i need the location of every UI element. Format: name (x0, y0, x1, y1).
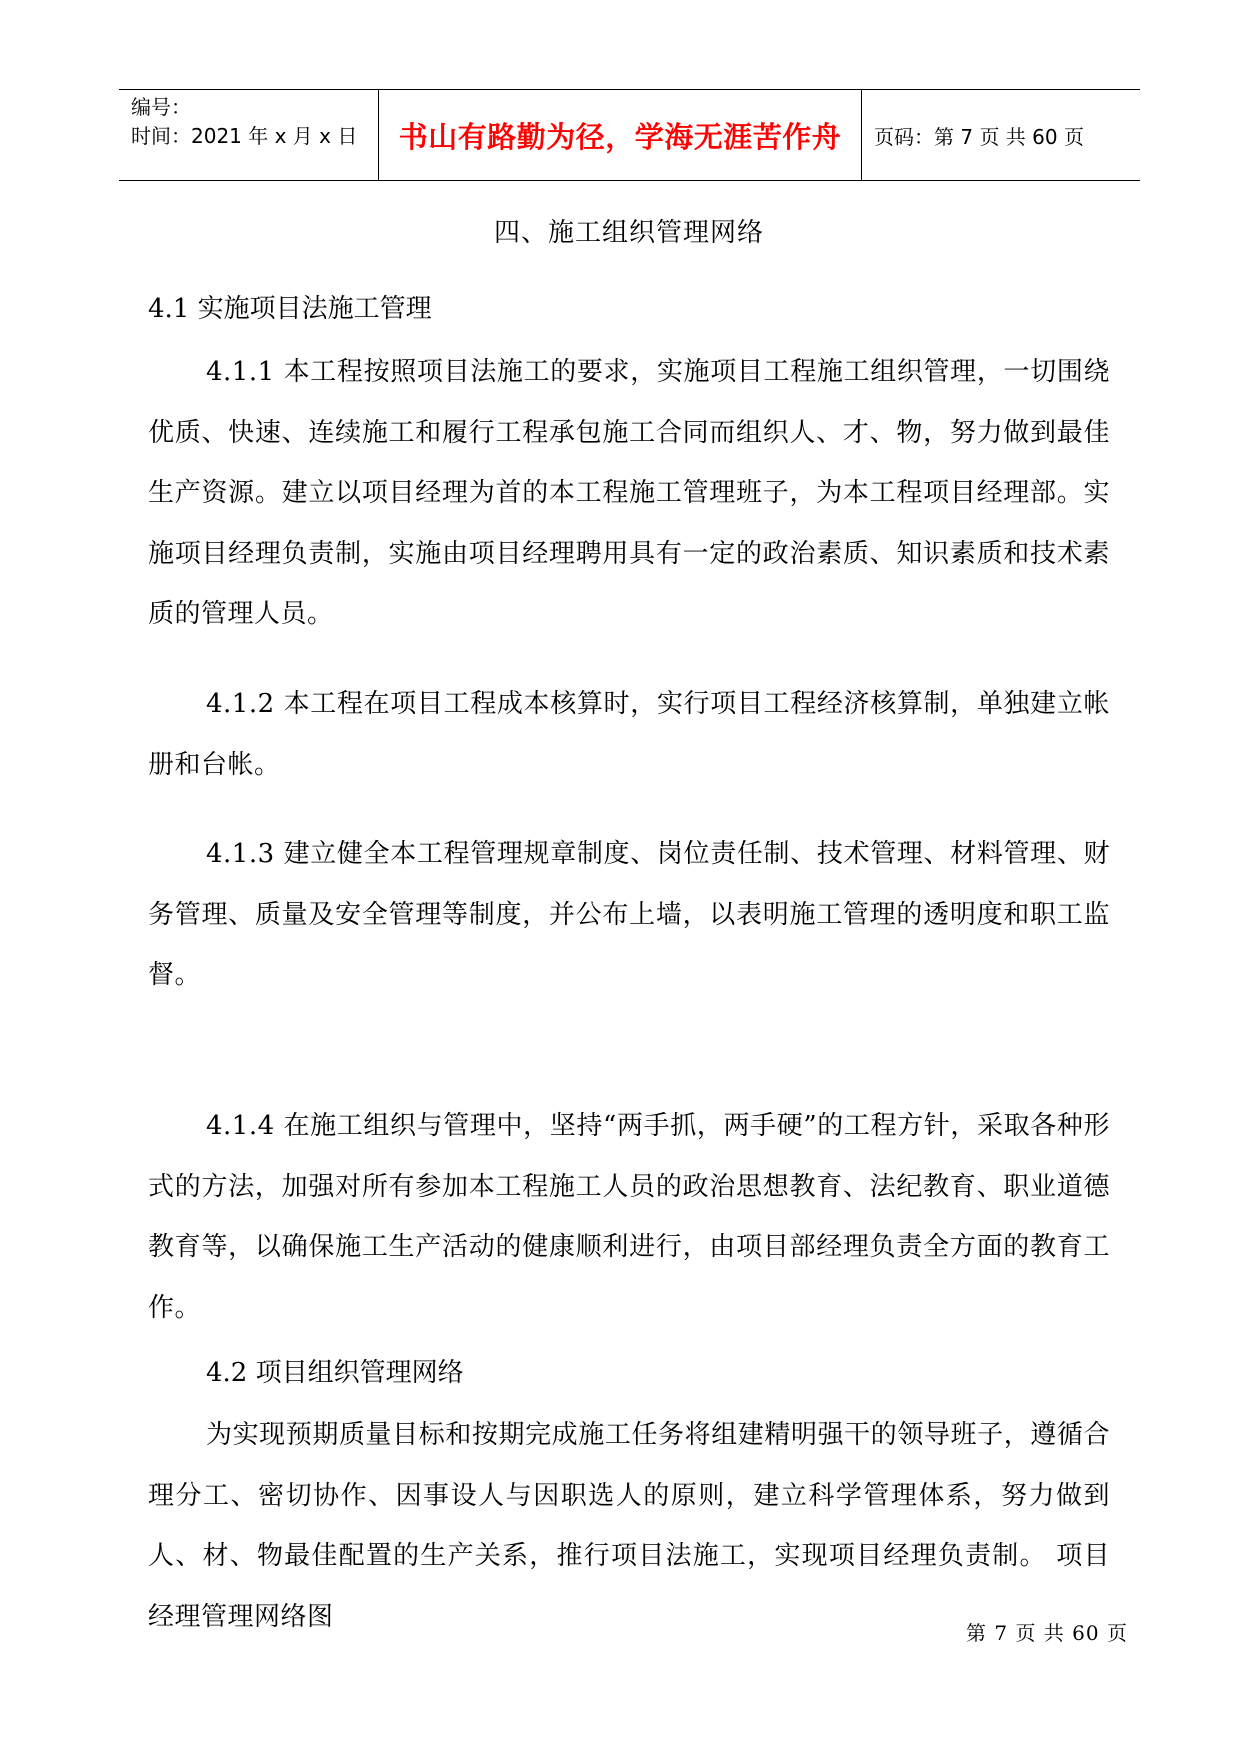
header-page-cell (862, 90, 1140, 180)
document-time-label: 时间：2021 年 x 月 x 日 (131, 124, 358, 148)
header-motto: 书山有路勤为径，学海无涯苦作舟 (398, 119, 842, 154)
section-title-4-2: 4.2 项目组织管理网络 (206, 1358, 464, 1388)
header-table (119, 89, 1140, 181)
paragraph-4-1-4: 4.1.4 在施工组织与管理中，坚持“两手抓，两手硬”的工程方针，采取各种形式的方法，加强对所有参加本工程施工人员的政治思想教育、法纪教育、职业道德教育等，以确保施工生产活动的健康顺利进行，由项目部经理负责全方面的教育工作。 (148, 1111, 1110, 1323)
paragraph-4-1-2: 4.1.2 本工程在项目工程成本核算时，实行项目工程经济核算制，单独建立帐册和台帐。 (148, 689, 1110, 780)
document-number-label: 编号： (131, 95, 191, 119)
chapter-heading: 四、施工组织管理网络 (493, 218, 764, 248)
page-footer: 第 7 页 共 60 页 (966, 1621, 1128, 1645)
paragraph-4-2: 为实现预期质量目标和按期完成施工任务将组建精明强干的领导班子，遵循合理分工、密切协作、因事设人与因职选人的原则，建立科学管理体系，努力做到人、材、物最佳配置的生产关系，推行项目法施工，实现项目经理负责制。 项目经理管理网络图 (148, 1420, 1110, 1632)
paragraph-4-1-1: 4.1.1 本工程按照项目法施工的要求，实施项目工程施工组织管理，一切围绕优质、快速、连续施工和履行工程承包施工合同而组织人、才、物，努力做到最佳生产资源。建立以项目经理为首的本工程施工管理班子，为本工程项目经理部。实施项目经理负责制，实施由项目经理聘用具有一定的政治素质、知识素质和技术素质的管理人员。 (148, 357, 1110, 629)
paragraph-4-1-3: 4.1.3 建立健全本工程管理规章制度、岗位责任制、技术管理、材料管理、财务管理、质量及安全管理等制度，并公布上墙，以表明施工管理的透明度和职工监督。 (148, 839, 1110, 990)
header-page-code: 页码：第 7 页 共 60 页 (874, 124, 1084, 149)
header-meta-cell (119, 90, 379, 180)
section-title-4-1: 4.1 实施项目法施工管理 (148, 294, 432, 324)
header-motto-cell (379, 90, 862, 180)
